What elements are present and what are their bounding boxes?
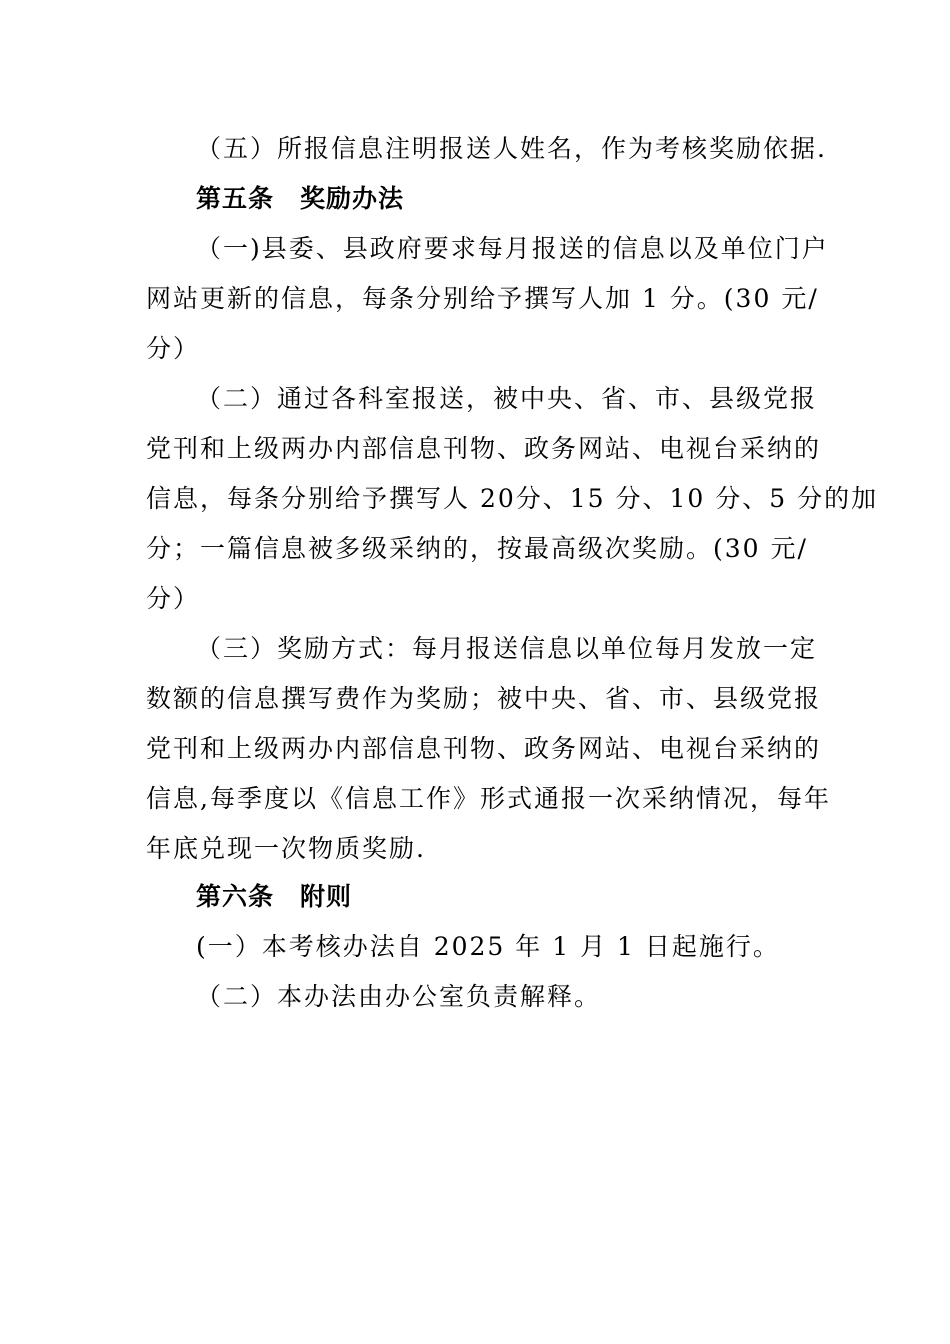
article-5-p2-line-1: （二）通过各科室报送，被中央、省、市、县级党报	[196, 384, 818, 413]
article-5-p2-line-2: 党刊和上级两办内部信息刊物、政务网站、电视台采纳的	[146, 434, 822, 463]
article-5-p3-line-3: 党刊和上级两办内部信息刊物、政务网站、电视台采纳的	[146, 734, 822, 763]
article-5-p2-line-5: 分）	[146, 584, 201, 613]
article-5-p3-line-2: 数额的信息撰写费作为奖励；被中央、省、市、县级党报	[146, 684, 822, 713]
article-5-p1-line-1: （一)县委、县政府要求每月报送的信息以及单位门户	[196, 234, 829, 263]
article-5-p3-line-4: 信息,每季度以《信息工作》形式通报一次采纳情况，每年	[146, 784, 831, 813]
article-6-heading: 第六条 附则	[196, 882, 353, 911]
article-5-p2-line-3: 信息，每条分别给予撰写人 20分、15 分、10 分、5 分的加	[146, 484, 879, 513]
article-5-p3-line-1: （三）奖励方式：每月报送信息以单位每月发放一定	[196, 634, 818, 663]
article-5-p3-line-5: 年底兑现一次物质奖励.	[146, 834, 426, 863]
article-5-p2-line-4: 分；一篇信息被多级采纳的，按最高级次奖励。(30 元/	[146, 534, 808, 563]
article-5-p1-line-2: 网站更新的信息，每条分别给予撰写人加 1 分。(30 元/	[146, 284, 819, 313]
article-6-p1: (一）本考核办法自 2025 年 1 月 1 日起施行。	[196, 932, 780, 961]
article-5-heading: 第五条 奖励办法	[196, 184, 405, 213]
item-5-text: （五）所报信息注明报送人姓名，作为考核奖励依据.	[196, 134, 827, 163]
article-6-p2: （二）本办法由办公室负责解释。	[196, 982, 602, 1011]
article-5-p1-line-3: 分）	[146, 334, 201, 363]
